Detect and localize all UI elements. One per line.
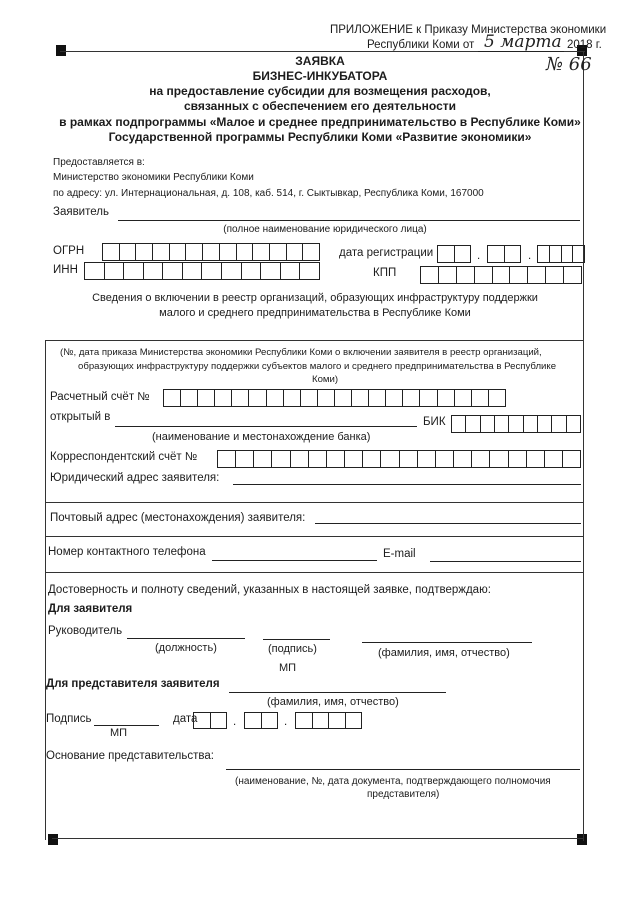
char-cell[interactable]	[487, 245, 505, 263]
email-field[interactable]	[430, 561, 581, 562]
basis-caption-2: представителя)	[367, 789, 440, 800]
char-cell[interactable]	[327, 450, 345, 468]
fio-caption: (фамилия, имя, отчество)	[378, 647, 510, 659]
header-line-2-prefix: Республики Коми от	[367, 39, 475, 51]
reg-date-month-cells[interactable]	[487, 245, 521, 263]
frame-right	[583, 51, 584, 841]
phone-field[interactable]	[212, 560, 377, 561]
char-cell[interactable]	[193, 712, 211, 729]
frame-bottom	[52, 838, 584, 839]
char-cell[interactable]	[124, 262, 144, 280]
char-cell[interactable]	[472, 450, 490, 468]
fio-field[interactable]	[362, 642, 532, 643]
frame-left	[45, 340, 46, 840]
char-cell[interactable]	[369, 389, 386, 407]
char-cell[interactable]	[481, 415, 495, 433]
char-cell[interactable]	[170, 243, 187, 261]
stamp-place-1: МП	[279, 662, 297, 674]
representative-fio-caption: (фамилия, имя, отчество)	[267, 696, 399, 708]
sign-date-month-cells[interactable]	[244, 712, 278, 729]
char-cell[interactable]	[261, 262, 281, 280]
char-cell[interactable]	[573, 245, 585, 263]
char-cell[interactable]	[550, 245, 562, 263]
char-cell[interactable]	[538, 415, 552, 433]
email-label: E-mail	[383, 548, 416, 560]
ogrn-cells[interactable]	[102, 243, 320, 261]
char-cell[interactable]	[567, 415, 581, 433]
char-cell[interactable]	[244, 712, 262, 729]
registry-caption-3: Коми)	[312, 374, 339, 385]
char-cell[interactable]	[563, 450, 581, 468]
position-field[interactable]	[127, 638, 245, 639]
char-cell[interactable]	[183, 262, 203, 280]
char-cell[interactable]	[181, 389, 198, 407]
char-cell[interactable]	[438, 389, 455, 407]
char-cell[interactable]	[215, 389, 232, 407]
kpp-cells[interactable]	[420, 266, 582, 284]
char-cell[interactable]	[495, 415, 509, 433]
char-cell[interactable]	[537, 245, 550, 263]
corr-account-cells[interactable]	[217, 450, 581, 468]
registry-caption-1: (№, дата приказа Министерства экономики Республики Коми о включении заявителя в реестр организаций,	[60, 347, 542, 358]
char-cell[interactable]	[300, 262, 320, 280]
recipient-line-2: Министерство экономики Республики Коми	[53, 172, 254, 183]
inn-cells[interactable]	[84, 262, 320, 280]
char-cell[interactable]	[284, 389, 301, 407]
ogrn-label: ОГРН	[53, 245, 85, 257]
char-cell[interactable]	[242, 262, 262, 280]
char-cell[interactable]	[236, 450, 254, 468]
char-cell[interactable]	[466, 415, 480, 433]
signature-label: Подпись	[46, 713, 92, 725]
char-cell[interactable]	[346, 712, 363, 729]
head-label: Руководитель	[48, 625, 123, 637]
char-cell[interactable]	[335, 389, 352, 407]
recipient-line-3: по адресу: ул. Интернациональная, д. 108, каб. 514, г. Сыктывкар, Республика Коми, 167000	[53, 188, 484, 199]
char-cell[interactable]	[291, 450, 309, 468]
title-line-1: ЗАЯВКА	[295, 54, 345, 68]
title-line-4: связанных с обеспечением его деятельности	[183, 99, 457, 113]
char-cell[interactable]	[102, 243, 120, 261]
divider-phone	[45, 536, 583, 537]
opened-label: открытый в	[50, 411, 111, 423]
recipient-line-1: Предоставляется в:	[53, 157, 145, 168]
char-cell[interactable]	[217, 450, 236, 468]
char-cell[interactable]	[457, 266, 475, 284]
signature-field[interactable]	[263, 639, 330, 640]
char-cell[interactable]	[309, 450, 327, 468]
basis-field[interactable]	[226, 769, 580, 770]
char-cell[interactable]	[562, 245, 574, 263]
char-cell[interactable]	[400, 450, 418, 468]
divider-registry	[45, 340, 583, 341]
char-cell[interactable]	[267, 389, 284, 407]
char-cell[interactable]	[249, 389, 266, 407]
corr-account-label: Корреспондентский счёт №	[50, 451, 198, 463]
applicant-caption: (полное наименование юридического лица)	[223, 224, 427, 235]
header-line-1: ПРИЛОЖЕНИЕ к Приказу Министерства экономики	[330, 24, 607, 36]
char-cell[interactable]	[120, 243, 137, 261]
account-label: Расчетный счёт №	[50, 391, 150, 403]
confirm-text: Достоверность и полноту сведений, указанных в настоящей заявке, подтверждаю:	[48, 584, 491, 596]
char-cell[interactable]	[144, 262, 164, 280]
char-cell[interactable]	[254, 450, 272, 468]
legal-address-field[interactable]	[233, 484, 581, 485]
postal-address-label: Почтовый адрес (местонахождения) заявителя:	[50, 512, 306, 524]
divider-postal	[45, 502, 583, 503]
char-cell[interactable]	[313, 712, 330, 729]
char-cell[interactable]	[136, 243, 153, 261]
char-cell[interactable]	[455, 389, 472, 407]
char-cell[interactable]	[318, 389, 335, 407]
header-line-2-suffix: 2018 г.	[567, 39, 602, 51]
position-caption: (должность)	[155, 642, 217, 654]
bank-caption: (наименование и местонахождение банка)	[152, 431, 371, 443]
char-cell[interactable]	[472, 389, 489, 407]
char-cell[interactable]	[381, 450, 399, 468]
reg-date-label: дата регистрации	[339, 247, 434, 259]
char-cell[interactable]	[436, 450, 454, 468]
date-label: дата	[173, 713, 198, 725]
char-cell[interactable]	[489, 389, 506, 407]
stamp-place-2: МП	[110, 727, 128, 739]
char-cell[interactable]	[403, 389, 420, 407]
char-cell[interactable]	[437, 245, 455, 263]
char-cell[interactable]	[303, 243, 320, 261]
char-cell[interactable]	[198, 389, 215, 407]
kpp-label: КПП	[373, 267, 397, 279]
char-cell[interactable]	[329, 712, 346, 729]
corner-mark-bottom-right	[577, 834, 587, 845]
char-cell[interactable]	[211, 712, 228, 729]
char-cell[interactable]	[420, 266, 439, 284]
title-line-3: на предоставление субсидии для возмещения расходов,	[149, 84, 491, 98]
reg-date-day-cells[interactable]	[437, 245, 471, 263]
char-cell[interactable]	[295, 712, 313, 729]
handwritten-date: 5 марта	[484, 32, 562, 52]
sign-date-day-cells[interactable]	[193, 712, 227, 729]
title-line-5: в рамках подпрограммы «Малое и среднее предпринимательство в Республике Коми»	[59, 115, 581, 129]
for-representative-heading: Для представителя заявителя	[46, 678, 220, 690]
char-cell[interactable]	[490, 450, 508, 468]
char-cell[interactable]	[272, 450, 290, 468]
sign-date-dot-2: .	[284, 716, 288, 728]
char-cell[interactable]	[564, 266, 582, 284]
char-cell[interactable]	[363, 450, 381, 468]
char-cell[interactable]	[509, 450, 527, 468]
char-cell[interactable]	[287, 243, 304, 261]
char-cell[interactable]	[455, 245, 472, 263]
char-cell[interactable]	[84, 262, 105, 280]
char-cell[interactable]	[153, 243, 170, 261]
sign-date-year-cells[interactable]	[295, 712, 362, 729]
char-cell[interactable]	[420, 389, 437, 407]
char-cell[interactable]	[454, 450, 472, 468]
char-cell[interactable]	[439, 266, 457, 284]
char-cell[interactable]	[186, 243, 203, 261]
char-cell[interactable]	[451, 415, 466, 433]
for-applicant-heading: Для заявителя	[48, 603, 133, 615]
postal-address-field[interactable]	[315, 523, 581, 524]
char-cell[interactable]	[262, 712, 279, 729]
legal-address-label: Юридический адрес заявителя:	[50, 472, 220, 484]
char-cell[interactable]	[545, 450, 563, 468]
char-cell[interactable]	[345, 450, 363, 468]
char-cell[interactable]	[105, 262, 125, 280]
bank-name-field[interactable]	[115, 426, 417, 427]
registry-line-1: Сведения о включении в реестр организаций, образующих инфраструктуру поддержки	[92, 292, 538, 304]
char-cell[interactable]	[352, 389, 369, 407]
reg-date-dot-1: .	[477, 250, 481, 262]
representative-fio-field[interactable]	[229, 692, 446, 693]
phone-label: Номер контактного телефона	[48, 546, 206, 558]
inn-label: ИНН	[53, 264, 78, 276]
char-cell[interactable]	[509, 415, 523, 433]
char-cell[interactable]	[524, 415, 538, 433]
char-cell[interactable]	[222, 262, 242, 280]
basis-label: Основание представительства:	[46, 750, 214, 762]
applicant-field[interactable]	[118, 220, 580, 221]
bik-label: БИК	[423, 416, 446, 428]
char-cell[interactable]	[163, 389, 181, 407]
signature-caption: (подпись)	[268, 643, 317, 655]
divider-confirm	[45, 572, 583, 573]
title-line-2: БИЗНЕС-ИНКУБАТОРА	[252, 69, 388, 83]
char-cell[interactable]	[281, 262, 301, 280]
handwritten-number: № 66	[546, 54, 592, 75]
char-cell[interactable]	[203, 243, 220, 261]
char-cell[interactable]	[253, 243, 270, 261]
char-cell[interactable]	[528, 266, 546, 284]
corner-mark-bottom-left	[48, 834, 58, 845]
char-cell[interactable]	[386, 389, 403, 407]
char-cell[interactable]	[202, 262, 222, 280]
reg-date-year-cells[interactable]	[537, 245, 585, 263]
representative-signature-field[interactable]	[94, 725, 159, 726]
char-cell[interactable]	[220, 243, 237, 261]
char-cell[interactable]	[527, 450, 545, 468]
char-cell[interactable]	[270, 243, 287, 261]
char-cell[interactable]	[418, 450, 436, 468]
char-cell[interactable]	[163, 262, 183, 280]
applicant-label: Заявитель	[53, 206, 109, 218]
char-cell[interactable]	[301, 389, 318, 407]
title-line-6: Государственной программы Республики Коми «Развитие экономики»	[108, 130, 532, 144]
account-cells[interactable]	[163, 389, 506, 407]
char-cell[interactable]	[493, 266, 511, 284]
date-underline	[478, 51, 564, 52]
sign-date-dot-1: .	[233, 716, 237, 728]
char-cell[interactable]	[505, 245, 522, 263]
char-cell[interactable]	[475, 266, 493, 284]
char-cell[interactable]	[237, 243, 254, 261]
char-cell[interactable]	[546, 266, 564, 284]
char-cell[interactable]	[232, 389, 249, 407]
registry-caption-2: образующих инфраструктуру поддержки субъектов малого и среднего предпринимательства в Республике	[78, 361, 557, 372]
char-cell[interactable]	[552, 415, 566, 433]
basis-caption-1: (наименование, №, дата документа, подтверждающего полномочия	[235, 776, 551, 787]
bik-cells[interactable]	[451, 415, 581, 433]
char-cell[interactable]	[510, 266, 528, 284]
reg-date-dot-2: .	[528, 250, 532, 262]
registry-line-2: малого и среднего предпринимательства в Республике Коми	[159, 307, 471, 319]
